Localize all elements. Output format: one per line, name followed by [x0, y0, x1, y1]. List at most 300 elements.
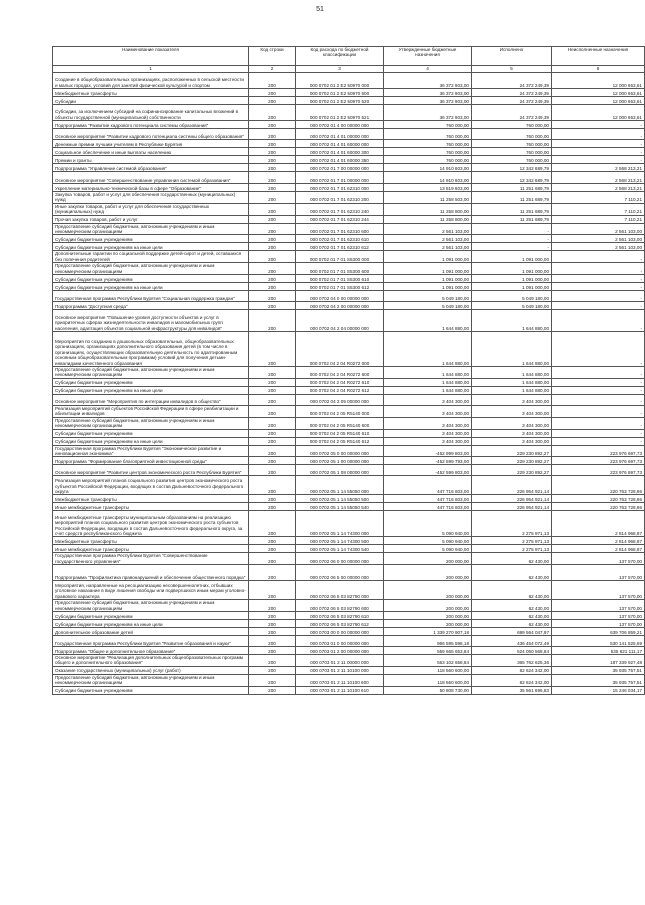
line-code-cell: 200	[249, 97, 296, 105]
executed-amount-cell: 62 430,00	[472, 619, 552, 627]
unexecuted-amount-cell: 137 570,00	[552, 619, 645, 627]
budget-classification-cell: 000 0702 04 2 04 R0272 600	[296, 367, 384, 379]
budget-classification-cell: 000 0702 04 2 05 R5140 610	[296, 429, 384, 437]
unexecuted-amount-cell: 220 763 728,86	[552, 476, 645, 495]
executed-amount-cell: -	[472, 243, 552, 251]
indicator-name-cell: Межбюджетные трансферты	[53, 89, 249, 97]
unexecuted-amount-cell: -	[552, 156, 645, 164]
table-row	[53, 394, 645, 405]
unexecuted-amount-cell: -	[552, 417, 645, 429]
approved-amount-cell: 5 090 940,00	[384, 511, 472, 537]
unexecuted-amount-cell: 530 141 525,69	[552, 635, 645, 646]
unexecuted-amount-cell: 220 763 728,86	[552, 495, 645, 503]
line-code-cell: 200	[249, 121, 296, 129]
table-row	[53, 635, 645, 646]
executed-amount-cell: 229 230 892,27	[472, 465, 552, 476]
indicator-name-cell: Субсидии бюджетным учреждениям	[53, 611, 249, 619]
executed-amount-cell: 3 404 300,00	[472, 394, 552, 405]
line-code-cell: 200	[249, 140, 296, 148]
budget-classification-cell: 000 0702 01 4 00 00000 000	[296, 121, 384, 129]
budget-classification-cell: 000 0702 01 2 Е2 50970 000	[296, 73, 384, 89]
unexecuted-amount-cell: -	[552, 291, 645, 302]
budget-classification-cell: 000 0702 06 0 00 00000 000	[296, 553, 384, 565]
unexecuted-amount-cell: -	[552, 386, 645, 394]
indicator-name-cell: Создание в общеобразовательных организациях, расположенных в сельской местности и малых городах, условий для занятий физической культурой и спортом	[53, 73, 249, 89]
unexecuted-amount-cell: -	[552, 378, 645, 386]
column-number: 4	[384, 66, 472, 73]
executed-amount-cell: 760 000,00	[472, 156, 552, 164]
executed-amount-cell: -	[472, 235, 552, 243]
approved-amount-cell: 2 561 103,00	[384, 223, 472, 235]
table-row	[53, 184, 645, 192]
table-row	[53, 97, 645, 105]
table-row	[53, 310, 645, 332]
executed-amount-cell: 436 454 072,49	[472, 635, 552, 646]
table-row	[53, 235, 645, 243]
approved-amount-cell: 447 716 603,00	[384, 495, 472, 503]
header-unexecuted: Неисполненные назначения	[552, 47, 645, 66]
executed-amount-cell: -	[472, 223, 552, 235]
indicator-name-cell: Субсидии бюджетным учреждениям	[53, 686, 249, 694]
budget-classification-cell: 000 0703 01 2 11 10100 000	[296, 666, 384, 674]
budget-classification-cell: 000 0702 01 7 01 62310 200	[296, 192, 384, 204]
table-row	[53, 223, 645, 235]
unexecuted-amount-cell: 639 706 859,21	[552, 627, 645, 635]
executed-amount-cell: 62 430,00	[472, 581, 552, 600]
budget-classification-cell: 000 0702 01 4 01 60000 300	[296, 148, 384, 156]
indicator-name-cell: Прочая закупка товаров, работ и услуг	[53, 215, 249, 223]
budget-classification-cell: 000 0702 04 2 04 R0272 610	[296, 378, 384, 386]
budget-classification-cell: 000 0702 05 1 14 74300 540	[296, 545, 384, 553]
indicator-name-cell: Оказание государственных (муниципальных) услуг (работ)	[53, 666, 249, 674]
table-row	[53, 476, 645, 495]
indicator-name-cell: Субсидии бюджетным учреждениям	[53, 235, 249, 243]
column-number: 5	[472, 66, 552, 73]
line-code-cell: 200	[249, 565, 296, 581]
approved-amount-cell: 11 258 800,00	[384, 215, 472, 223]
indicator-name-cell: Подпрограмма "Управление системой образования"	[53, 164, 249, 172]
approved-amount-cell: 966 595 598,18	[384, 635, 472, 646]
budget-classification-cell: 000 0702 01 7 01 62310 000	[296, 184, 384, 192]
executed-amount-cell: 524 050 568,84	[472, 646, 552, 654]
indicator-name-cell: Укрепление материально-технической базы в сфере "Образование"	[53, 184, 249, 192]
unexecuted-amount-cell: -	[552, 310, 645, 332]
unexecuted-amount-cell: 2 814 968,87	[552, 545, 645, 553]
indicator-name-cell: Основное мероприятие "Совершенствование управления системой образования"	[53, 172, 249, 184]
column-number: 2	[249, 66, 296, 73]
unexecuted-amount-cell: -	[552, 394, 645, 405]
line-code-cell: 200	[249, 263, 296, 275]
line-code-cell: 200	[249, 332, 296, 367]
table-row	[53, 457, 645, 465]
executed-amount-cell: 229 230 892,27	[472, 445, 552, 457]
column-number: 3	[296, 66, 384, 73]
indicator-name-cell: Иные межбюджетные трансферты	[53, 503, 249, 511]
executed-amount-cell: 1 644 880,00	[472, 386, 552, 394]
approved-amount-cell: 760 000,00	[384, 140, 472, 148]
unexecuted-amount-cell: 137 570,00	[552, 600, 645, 612]
indicator-name-cell: Подпрограмма "Профилактика правонарушений и обеспечение общественного порядка"	[53, 565, 249, 581]
indicator-name-cell: Предоставление субсидий бюджетным, автономным учреждениям и иным некоммерческим организациям	[53, 674, 249, 686]
table-row	[53, 627, 645, 635]
budget-classification-cell: 000 0702 01 2 Е2 50970 520	[296, 97, 384, 105]
table-row	[53, 192, 645, 204]
executed-amount-cell: 3 404 300,00	[472, 405, 552, 417]
approved-amount-cell: 11 258 800,00	[384, 203, 472, 215]
line-code-cell: 200	[249, 235, 296, 243]
executed-amount-cell: 24 372 249,39	[472, 105, 552, 121]
executed-amount-cell: 62 430,00	[472, 565, 552, 581]
unexecuted-amount-cell: 7 110,21	[552, 203, 645, 215]
approved-amount-cell: 36 372 903,00	[384, 105, 472, 121]
unexecuted-amount-cell: -	[552, 332, 645, 367]
budget-classification-cell: 000 0702 01 7 01 S5300 000	[296, 251, 384, 263]
unexecuted-amount-cell: -	[552, 121, 645, 129]
line-code-cell: 200	[249, 445, 296, 457]
table-row	[53, 619, 645, 627]
unexecuted-amount-cell: -	[552, 405, 645, 417]
budget-classification-cell: 000 0702 06 5 03 82790 600	[296, 600, 384, 612]
approved-amount-cell: 1 339 270 907,18	[384, 627, 472, 635]
indicator-name-cell: Государственная программа Республики Бурятия "Развитие образования и науки"	[53, 635, 249, 646]
indicator-name-cell: Реализация мероприятий субъектов Российской Федерации в сфере реабилитации и абилитации инвалидов	[53, 405, 249, 417]
table-row	[53, 172, 645, 184]
line-code-cell: 200	[249, 686, 296, 694]
line-code-cell: 200	[249, 600, 296, 612]
indicator-name-cell: Предоставление субсидий бюджетным, автономным учреждениям и иным некоммерческим организациям	[53, 263, 249, 275]
approved-amount-cell: 1 644 880,00	[384, 378, 472, 386]
budget-classification-cell: 000 0702 04 2 04 00000 000	[296, 310, 384, 332]
line-code-cell: 200	[249, 674, 296, 686]
indicator-name-cell: Субсидии бюджетным учреждениям на иные цели	[53, 619, 249, 627]
unexecuted-amount-cell: 2 561 103,00	[552, 223, 645, 235]
indicator-name-cell: Основное мероприятие "Реализация дополнительных общеобразовательных программ общего и дополнительного образования"	[53, 654, 249, 666]
approved-amount-cell: 13 819 603,00	[384, 184, 472, 192]
budget-classification-cell: 000 0703 01 0 00 00000 000	[296, 635, 384, 646]
unexecuted-amount-cell: 2 568 213,21	[552, 184, 645, 192]
budget-classification-cell: 000 0702 05 0 00 00000 000	[296, 445, 384, 457]
executed-amount-cell: 2 275 971,13	[472, 537, 552, 545]
table-row	[53, 581, 645, 600]
line-code-cell: 200	[249, 251, 296, 263]
table-row	[53, 73, 645, 89]
approved-amount-cell: 3 404 300,00	[384, 417, 472, 429]
executed-amount-cell: 24 372 249,39	[472, 89, 552, 97]
table-row	[53, 553, 645, 565]
table-row	[53, 495, 645, 503]
indicator-name-cell: Подпрограмма "Доступная среда"	[53, 302, 249, 310]
line-code-cell: 200	[249, 310, 296, 332]
table-row	[53, 291, 645, 302]
approved-amount-cell: 1 091 000,00	[384, 251, 472, 263]
budget-classification-cell: 000 0702 01 4 01 00000 000	[296, 129, 384, 140]
unexecuted-amount-cell: 2 561 103,00	[552, 243, 645, 251]
unexecuted-amount-cell: 137 570,00	[552, 581, 645, 600]
executed-amount-cell: 760 000,00	[472, 140, 552, 148]
approved-amount-cell: 1 644 880,00	[384, 332, 472, 367]
budget-classification-cell: 000 0702 01 7 01 62310 244	[296, 215, 384, 223]
column-number: 1	[53, 66, 249, 73]
header-budget-classification: Код расхода по бюджетной классификации	[296, 47, 384, 66]
executed-amount-cell: 226 954 921,14	[472, 503, 552, 511]
line-code-cell: 200	[249, 367, 296, 379]
approved-amount-cell: 553 102 658,84	[384, 654, 472, 666]
executed-amount-cell: 5 049 180,00	[472, 291, 552, 302]
line-code-cell: 200	[249, 172, 296, 184]
line-code-cell: 200	[249, 511, 296, 537]
unexecuted-amount-cell: 12 000 653,61	[552, 73, 645, 89]
budget-classification-cell: 000 0702 06 5 03 82790 610	[296, 611, 384, 619]
table-row	[53, 437, 645, 445]
approved-amount-cell: 760 000,00	[384, 121, 472, 129]
executed-amount-cell: 1 091 000,00	[472, 275, 552, 283]
line-code-cell: 200	[249, 654, 296, 666]
approved-amount-cell: 200 000,00	[384, 565, 472, 581]
table-row	[53, 263, 645, 275]
table-row	[53, 600, 645, 612]
line-code-cell: 200	[249, 457, 296, 465]
executed-amount-cell: 365 762 625,36	[472, 654, 552, 666]
indicator-name-cell: Иные межбюджетные трансферты	[53, 545, 249, 553]
budget-execution-table	[52, 46, 645, 695]
executed-amount-cell: 699 564 047,97	[472, 627, 552, 635]
unexecuted-amount-cell: 15 246 034,17	[552, 686, 645, 694]
line-code-cell: 200	[249, 437, 296, 445]
budget-classification-cell: 000 0702 04 2 00 00000 000	[296, 302, 384, 310]
approved-amount-cell: 14 910 603,00	[384, 164, 472, 172]
line-code-cell: 200	[249, 553, 296, 565]
executed-amount-cell: 1 091 000,00	[472, 283, 552, 291]
budget-classification-cell: 000 0702 01 7 01 62310 240	[296, 203, 384, 215]
budget-classification-cell: 000 0702 01 7 01 S5300 600	[296, 263, 384, 275]
table-row	[53, 666, 645, 674]
indicator-name-cell: Основное мероприятие "Мероприятия по интеграции инвалидов в общество"	[53, 394, 249, 405]
table-row	[53, 565, 645, 581]
executed-amount-cell: 11 251 689,79	[472, 192, 552, 204]
approved-amount-cell: 2 561 103,00	[384, 235, 472, 243]
unexecuted-amount-cell: 137 570,00	[552, 611, 645, 619]
indicator-name-cell: Основное мероприятие "Повышение уровня доступности объектов и услуг в приоритетных сферах жизнедеятельности инвалидов и маломобильных групп населения, адаптация объектов социальной инфраструктуры для инвалидов"	[53, 310, 249, 332]
indicator-name-cell: Мероприятия, направленные на ресоциализацию несовершеннолетних, отбывших уголовное наказание в виде лишения свободы или подвергшихся иным мерам уголовно-правового характера	[53, 581, 249, 600]
indicator-name-cell: Подпрограмма "Формирование благоприятной инвестиционной среды"	[53, 457, 249, 465]
line-code-cell: 200	[249, 619, 296, 627]
executed-amount-cell: 1 644 880,00	[472, 378, 552, 386]
table-row	[53, 445, 645, 457]
indicator-name-cell: Субсидии, за исключением субсидий на софинансирование капитальных вложений в объекты государственной (муниципальной) собственности	[53, 105, 249, 121]
line-code-cell: 200	[249, 302, 296, 310]
executed-amount-cell: 2 275 971,13	[472, 511, 552, 537]
indicator-name-cell: Мероприятия по созданию в дошкольных образовательных, общеобразовательных организациях, организациях дополнительного образования детей (в том числе в организациях, осуществляющих образовательную деятельность по адаптированным основным общеобразовательным программам) условий для получения детьми-инвалидами качественного образования	[53, 332, 249, 367]
table-row	[53, 367, 645, 379]
budget-classification-cell: 000 0703 01 2 11 10100 600	[296, 674, 384, 686]
header-approved: Утвержденные бюджетные назначения	[384, 47, 472, 66]
column-number-row	[53, 66, 645, 73]
budget-classification-cell: 000 0702 04 2 04 R0272 000	[296, 332, 384, 367]
unexecuted-amount-cell: 223 976 697,73	[552, 445, 645, 457]
budget-classification-cell: 000 0702 01 2 Е2 50970 500	[296, 89, 384, 97]
budget-classification-cell: 000 0702 05 1 14 74300 000	[296, 511, 384, 537]
line-code-cell: 200	[249, 503, 296, 511]
unexecuted-amount-cell: 12 000 653,61	[552, 105, 645, 121]
budget-classification-cell: 000 0702 04 2 04 R0272 612	[296, 386, 384, 394]
header-indicator-name: Наименование показателя	[53, 47, 249, 66]
approved-amount-cell: 760 000,00	[384, 148, 472, 156]
executed-amount-cell: 2 275 971,13	[472, 545, 552, 553]
table-row	[53, 611, 645, 619]
header-line-code: Код строки	[249, 47, 296, 66]
approved-amount-cell: 14 910 603,00	[384, 172, 472, 184]
approved-amount-cell: 760 000,00	[384, 156, 472, 164]
budget-classification-cell: 000 0702 04 2 05 R5140 000	[296, 405, 384, 417]
executed-amount-cell: 1 091 000,00	[472, 263, 552, 275]
budget-classification-cell: 000 0702 05 1 00 00000 000	[296, 457, 384, 465]
executed-amount-cell: 62 430,00	[472, 600, 552, 612]
line-code-cell: 200	[249, 148, 296, 156]
unexecuted-amount-cell: 187 339 927,48	[552, 654, 645, 666]
unexecuted-amount-cell: 7 110,21	[552, 192, 645, 204]
table-header-row	[53, 47, 645, 66]
budget-classification-cell: 000 0703 01 2 00 00000 000	[296, 646, 384, 654]
indicator-name-cell: Основное мероприятие "Развитие центров экономического роста Республики Бурятия"	[53, 465, 249, 476]
executed-amount-cell: 82 624 342,00	[472, 674, 552, 686]
line-code-cell: 200	[249, 192, 296, 204]
executed-amount-cell: 62 430,00	[472, 611, 552, 619]
budget-classification-cell: 000 0702 06 5 03 82790 612	[296, 619, 384, 627]
line-code-cell: 200	[249, 666, 296, 674]
approved-amount-cell: 118 560 600,00	[384, 666, 472, 674]
approved-amount-cell: 3 404 300,00	[384, 394, 472, 405]
line-code-cell: 200	[249, 394, 296, 405]
approved-amount-cell: 5 090 940,00	[384, 537, 472, 545]
indicator-name-cell: Иные закупки товаров, работ и услуг для обеспечения государственных (муниципальных) нужд	[53, 203, 249, 215]
unexecuted-amount-cell: -	[552, 367, 645, 379]
column-number: 6	[552, 66, 645, 73]
line-code-cell: 200	[249, 105, 296, 121]
indicator-name-cell: Субсидии бюджетным учреждениям	[53, 429, 249, 437]
unexecuted-amount-cell: 137 570,00	[552, 553, 645, 565]
budget-classification-cell: 000 0702 04 2 05 R5140 612	[296, 437, 384, 445]
budget-classification-cell: 000 0702 01 4 01 60000 350	[296, 156, 384, 164]
unexecuted-amount-cell: -	[552, 251, 645, 263]
indicator-name-cell: Субсидии бюджетным учреждениям на иные цели	[53, 386, 249, 394]
table-row	[53, 164, 645, 172]
table-row	[53, 140, 645, 148]
budget-classification-cell: 000 0702 01 7 00 00000 000	[296, 164, 384, 172]
approved-amount-cell: 200 000,00	[384, 600, 472, 612]
budget-classification-cell: 000 0703 01 2 11 10100 610	[296, 686, 384, 694]
unexecuted-amount-cell: 535 621 111,17	[552, 646, 645, 654]
approved-amount-cell: 200 000,00	[384, 619, 472, 627]
executed-amount-cell: 24 372 249,39	[472, 73, 552, 89]
indicator-name-cell: Дополнительное образование детей	[53, 627, 249, 635]
budget-classification-cell: 000 0702 04 0 00 00000 000	[296, 291, 384, 302]
executed-amount-cell: 5 049 180,00	[472, 302, 552, 310]
executed-amount-cell: 760 000,00	[472, 129, 552, 140]
line-code-cell: 200	[249, 429, 296, 437]
approved-amount-cell: 5 090 940,00	[384, 545, 472, 553]
indicator-name-cell: Подпрограмма "Общее и дополнительное образование"	[53, 646, 249, 654]
approved-amount-cell: 1 091 000,00	[384, 283, 472, 291]
executed-amount-cell: 226 954 921,14	[472, 495, 552, 503]
executed-amount-cell: 3 404 300,00	[472, 417, 552, 429]
line-code-cell: 200	[249, 184, 296, 192]
executed-amount-cell: 24 372 249,39	[472, 97, 552, 105]
approved-amount-cell: 200 000,00	[384, 611, 472, 619]
line-code-cell: 200	[249, 495, 296, 503]
approved-amount-cell: 447 716 603,00	[384, 503, 472, 511]
table-row	[53, 275, 645, 283]
approved-amount-cell: 559 665 653,84	[384, 646, 472, 654]
indicator-name-cell: Предоставление субсидий бюджетным, автономным учреждениям и иным некоммерческим организациям	[53, 223, 249, 235]
indicator-name-cell: Предоставление субсидий бюджетным, автономным учреждениям и иным некоммерческим организациям	[53, 417, 249, 429]
indicator-name-cell: Субсидии бюджетным учреждениям на иные цели	[53, 283, 249, 291]
table-row	[53, 417, 645, 429]
unexecuted-amount-cell: 35 935 757,51	[552, 666, 645, 674]
line-code-cell: 200	[249, 417, 296, 429]
approved-amount-cell: 1 644 880,00	[384, 310, 472, 332]
line-code-cell: 200	[249, 378, 296, 386]
unexecuted-amount-cell: 223 976 697,73	[552, 457, 645, 465]
unexecuted-amount-cell: -	[552, 275, 645, 283]
line-code-cell: 200	[249, 223, 296, 235]
unexecuted-amount-cell: -	[552, 283, 645, 291]
table-row	[53, 156, 645, 164]
indicator-name-cell: Субсидии бюджетным учреждениям на иные цели	[53, 437, 249, 445]
budget-classification-cell: 000 0702 01 7 01 S5300 612	[296, 283, 384, 291]
budget-classification-cell: 000 0703 01 2 11 00000 000	[296, 654, 384, 666]
table-row	[53, 503, 645, 511]
executed-amount-cell: 1 644 880,00	[472, 310, 552, 332]
budget-classification-cell: 000 0702 06 5 00 00000 000	[296, 565, 384, 581]
indicator-name-cell: Денежные премии лучшим учителям в Республике Бурятия	[53, 140, 249, 148]
indicator-name-cell: Закупка товаров, работ и услуг для обеспечения государственных (муниципальных) нужд	[53, 192, 249, 204]
unexecuted-amount-cell: 2 568 213,21	[552, 164, 645, 172]
table-row	[53, 686, 645, 694]
indicator-name-cell: Предоставление субсидий бюджетным, автономным учреждениям и иным некоммерческим организациям	[53, 367, 249, 379]
line-code-cell: 200	[249, 646, 296, 654]
unexecuted-amount-cell: -	[552, 140, 645, 148]
line-code-cell: 200	[249, 243, 296, 251]
indicator-name-cell: Реализация мероприятий планов социального развития центров экономического роста субъектов Российской Федерации, входящих в состав Дальневосточного федерального округа	[53, 476, 249, 495]
executed-amount-cell: 229 230 892,27	[472, 457, 552, 465]
budget-classification-cell: 000 0702 01 4 01 60000 000	[296, 140, 384, 148]
approved-amount-cell: 50 808 730,00	[384, 686, 472, 694]
executed-amount-cell: 3 404 300,00	[472, 437, 552, 445]
table-row	[53, 203, 645, 215]
unexecuted-amount-cell: 2 814 968,87	[552, 511, 645, 537]
line-code-cell: 200	[249, 635, 296, 646]
line-code-cell: 200	[249, 291, 296, 302]
line-code-cell: 200	[249, 405, 296, 417]
table-row	[53, 89, 645, 97]
indicator-name-cell: Государственная программа Республики Бурятия "Социальная поддержка граждан"	[53, 291, 249, 302]
indicator-name-cell: Дополнительные гарантии по социальной поддержке детей-сирот и детей, оставшихся без попечения родителей	[53, 251, 249, 263]
executed-amount-cell: 12 342 689,79	[472, 172, 552, 184]
executed-amount-cell: 11 251 689,79	[472, 215, 552, 223]
line-code-cell: 200	[249, 627, 296, 635]
indicator-name-cell: Государственная программа Республики Бурятия "Совершенствование государственного управления"	[53, 553, 249, 565]
line-code-cell: 200	[249, 465, 296, 476]
executed-amount-cell: 12 342 689,79	[472, 164, 552, 172]
table-row	[53, 674, 645, 686]
indicator-name-cell: Субсидии	[53, 97, 249, 105]
approved-amount-cell: 118 560 600,00	[384, 674, 472, 686]
unexecuted-amount-cell: -	[552, 429, 645, 437]
executed-amount-cell: 11 251 689,79	[472, 184, 552, 192]
approved-amount-cell: 447 716 603,00	[384, 476, 472, 495]
budget-classification-cell: 000 0702 01 7 01 00000 000	[296, 172, 384, 184]
line-code-cell: 200	[249, 611, 296, 619]
